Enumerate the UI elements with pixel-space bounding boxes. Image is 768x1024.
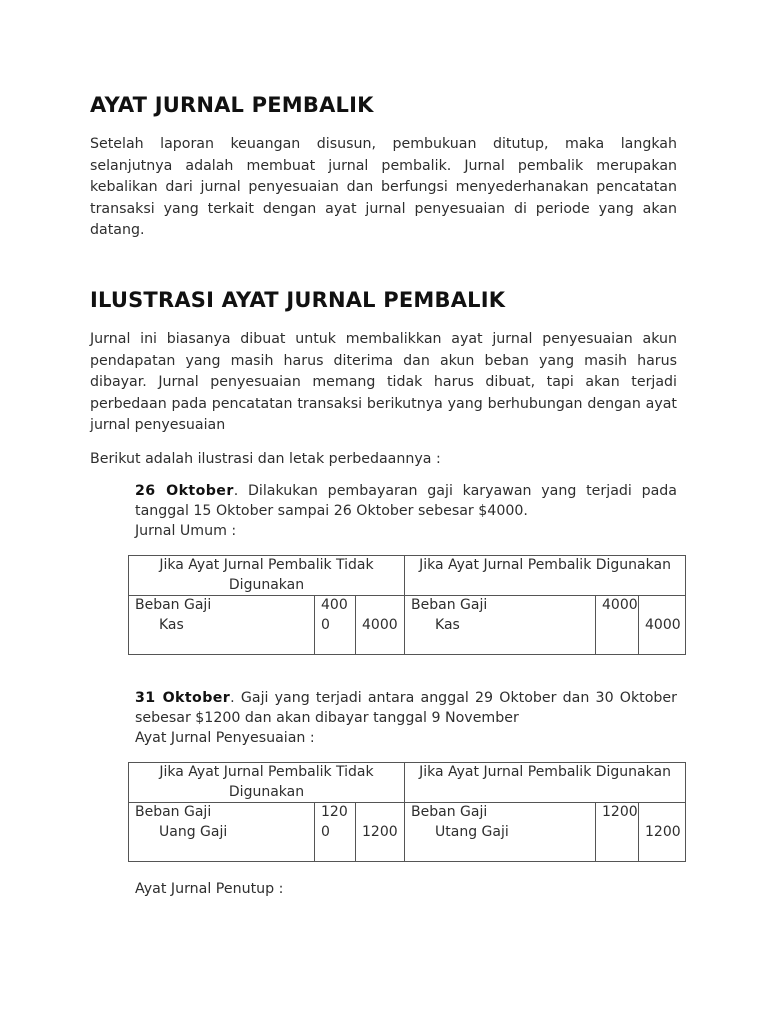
credit-amount-value: 1200: [645, 823, 681, 840]
credit-amount-value: 4000: [362, 616, 398, 633]
entry-date: 31 Oktober: [135, 690, 231, 706]
journal-table-26-oktober: [128, 555, 686, 655]
journal-label: Ayat Jurnal Penyesuaian :: [135, 730, 315, 746]
section-title-ayat-jurnal-pembalik: AYAT JURNAL PEMBALIK: [90, 93, 374, 117]
header-tanpa-pembalik: Jika Ayat Jurnal Pembalik Tidak Digunakan: [129, 763, 405, 803]
credit-amount-value: 4000: [645, 616, 681, 633]
credit-account: Kas: [159, 616, 184, 633]
accounts-cell: [129, 803, 315, 862]
credit-account: Uang Gaji: [159, 823, 228, 840]
credit-account: Utang Gaji: [435, 823, 509, 840]
ilustrasi-intro: Berikut adalah ilustrasi dan letak perbedaannya :: [90, 451, 441, 467]
journal-table-31-oktober: [128, 762, 686, 862]
accounts-cell: [129, 596, 315, 655]
debit-account: Beban Gaji: [411, 804, 488, 820]
debit-amount: 1200: [596, 803, 639, 862]
entry-date: 26 Oktober: [135, 483, 234, 499]
accounts-cell: [405, 596, 596, 655]
debit-account: Beban Gaji: [135, 597, 212, 613]
debit-amount: 4000: [596, 596, 639, 655]
credit-amount: [639, 803, 686, 862]
credit-amount: [356, 803, 405, 862]
credit-account: Kas: [435, 616, 460, 633]
entry-description: . Dilakukan pembayaran gaji karyawan yang terjadi pada tanggal 15 Oktober sampai 26 Oktober sebesar $4000.: [135, 483, 677, 519]
intro-paragraph: Setelah laporan keuangan disusun, pembukuan ditutup, maka langkah selanjutnya adalah membuat jurnal pembalik. Jurnal pembalik merupakan kebalikan dari jurnal penyesuaian dan berfungsi menyederhanakan pencatatan transaksi yang terkait dengan ayat jurnal penyesuaian di periode yang akan datang.: [90, 136, 677, 238]
entry-26-oktober: [135, 481, 677, 521]
debit-account: Beban Gaji: [411, 597, 488, 613]
header-dengan-pembalik: Jika Ayat Jurnal Pembalik Digunakan: [405, 763, 686, 803]
debit-amount: 4000: [315, 596, 356, 655]
credit-amount: [356, 596, 405, 655]
header-dengan-pembalik: Jika Ayat Jurnal Pembalik Digunakan: [405, 556, 686, 596]
debit-amount: 1200: [315, 803, 356, 862]
debit-account: Beban Gaji: [135, 804, 212, 820]
ilustrasi-paragraph: Jurnal ini biasanya dibuat untuk membalikkan ayat jurnal penyesuaian akun pendapatan yang masih harus diterima dan akun beban yang masih harus dibayar. Jurnal penyesuaian memang tidak harus dibuat, tapi akan terjadi perbedaan pada pencatatan transaksi berikutnya yang berhubungan dengan ayat jurnal penyesuaian: [90, 331, 677, 433]
section-title-ilustrasi: ILUSTRASI AYAT JURNAL PEMBALIK: [90, 288, 506, 312]
closing-journal-label: Ayat Jurnal Penutup :: [135, 881, 284, 897]
credit-amount: [639, 596, 686, 655]
entry-31-oktober: [135, 688, 677, 728]
credit-amount-value: 1200: [362, 823, 398, 840]
accounts-cell: [405, 803, 596, 862]
journal-label: Jurnal Umum :: [135, 523, 237, 539]
entry-description: . Gaji yang terjadi antara anggal 29 Oktober dan 30 Oktober sebesar $1200 dan akan dibayar tanggal 9 November: [135, 690, 677, 726]
header-tanpa-pembalik: Jika Ayat Jurnal Pembalik Tidak Digunakan: [129, 556, 405, 596]
